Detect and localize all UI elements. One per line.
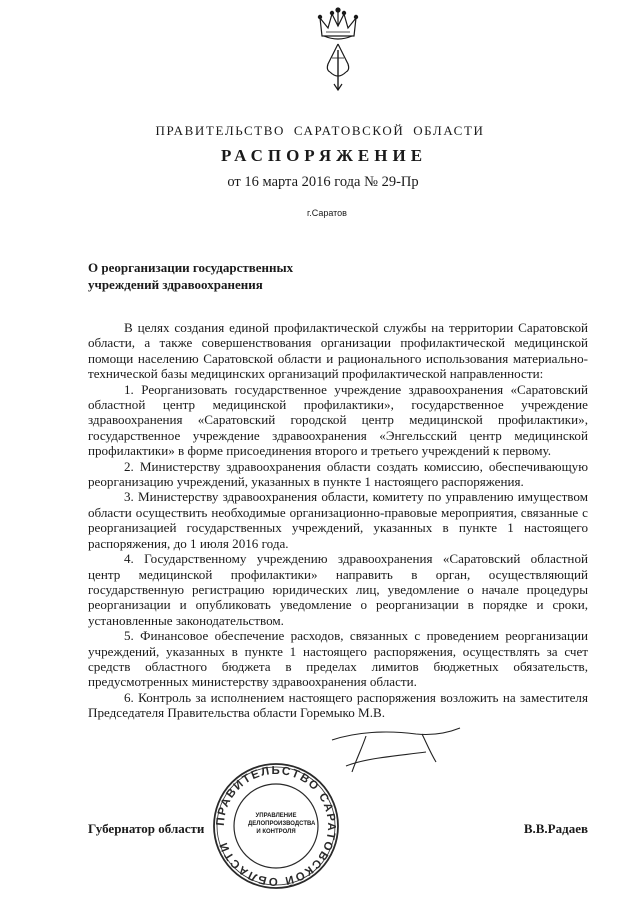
coat-of-arms-emblem (308, 6, 368, 92)
subject-line-1: О реорганизации государственных (88, 260, 294, 275)
document-body (88, 320, 588, 721)
issuing-authority: ПРАВИТЕЛЬСТВО САРАТОВСКОЙ ОБЛАСТИ (155, 123, 485, 138)
body-item-4: 4. Государственному учреждению здравоохранения «Саратовский областной центр медицинской профилактики» направить в орган, осуществляющий государственную регистрацию юридических лиц, уведомление о начале процедуры реорганизации и опубликовать уведомление о реорганизации в порядке и сроки, установленные законодательством. (88, 551, 588, 628)
document-subject (88, 259, 388, 293)
stamp-line-3: И КОНТРОЛЯ (256, 829, 296, 835)
subject-line-2: учреждений здравоохранения (88, 277, 263, 292)
stamp-line-1: УПРАВЛЕНИЕ (255, 813, 297, 819)
signatory-name: В.В.Радаев (523, 821, 588, 836)
body-item-1: 1. Реорганизовать государственное учреждение здравоохранения «Саратовский областной центр медицинской профилактики», государственное учреждение здравоохранения «Саратовский городской центр медицинской профилактики», государственное учреждение здравоохранения «Энгельсский центр медицинской профилактики» в форме присоединения второго и третьего учреждений к первому. (88, 381, 588, 459)
body-item-6: 6. Контроль за исполнением настоящего распоряжения возложить на заместителя Председателя Правительства области Горемыко М.В. (88, 689, 588, 721)
stamp-line-2: ДЕЛОПРОИЗВОДСТВА (248, 821, 316, 827)
stamp-center-text (248, 812, 316, 836)
document-date-number: от 16 марта 2016 года № 29-Пр (227, 174, 419, 190)
document-type-title: РАСПОРЯЖЕНИЕ (220, 146, 428, 165)
body-item-2: 2. Министерству здравоохранения области создать комиссию, обеспечивающую реорганизацию учреждений, указанных в пункте 1 настоящего распоряжения. (88, 458, 588, 490)
handwritten-signature (326, 726, 466, 778)
body-item-5: 5. Финансовое обеспечение расходов, связанных с проведением реорганизации учреждений, указанных в пункте 1 настоящего распоряжения, осуществлять за счет средств областного бюджета в пределах лимитов бюджетных обязательств, предусмотренных министерству здравоохранения области. (88, 628, 588, 690)
body-item-3: 3. Министерству здравоохранения области, комитету по управлению имуществом области осуществить необходимые организационно-правовые мероприятия, связанные с реорганизацией государственных учреждений, указанных в пункте 1 настоящего распоряжения, до 1 июля 2016 года. (88, 489, 588, 551)
document-city: г.Саратов (307, 208, 347, 218)
signatory-title: Губернатор области (88, 821, 205, 836)
body-intro-paragraph: В целях создания единой профилактической службы на территории Саратовской области, а также совершенствования организации профилактической медицинской помощи населению Саратовской области и рационального использования материально-технической базы медицинских организаций профилактической направленности: (88, 320, 588, 382)
stamp-ring-text: ПРАВИТЕЛЬСТВО САРАТОВСКОЙ ОБЛАСТИ (214, 764, 338, 888)
